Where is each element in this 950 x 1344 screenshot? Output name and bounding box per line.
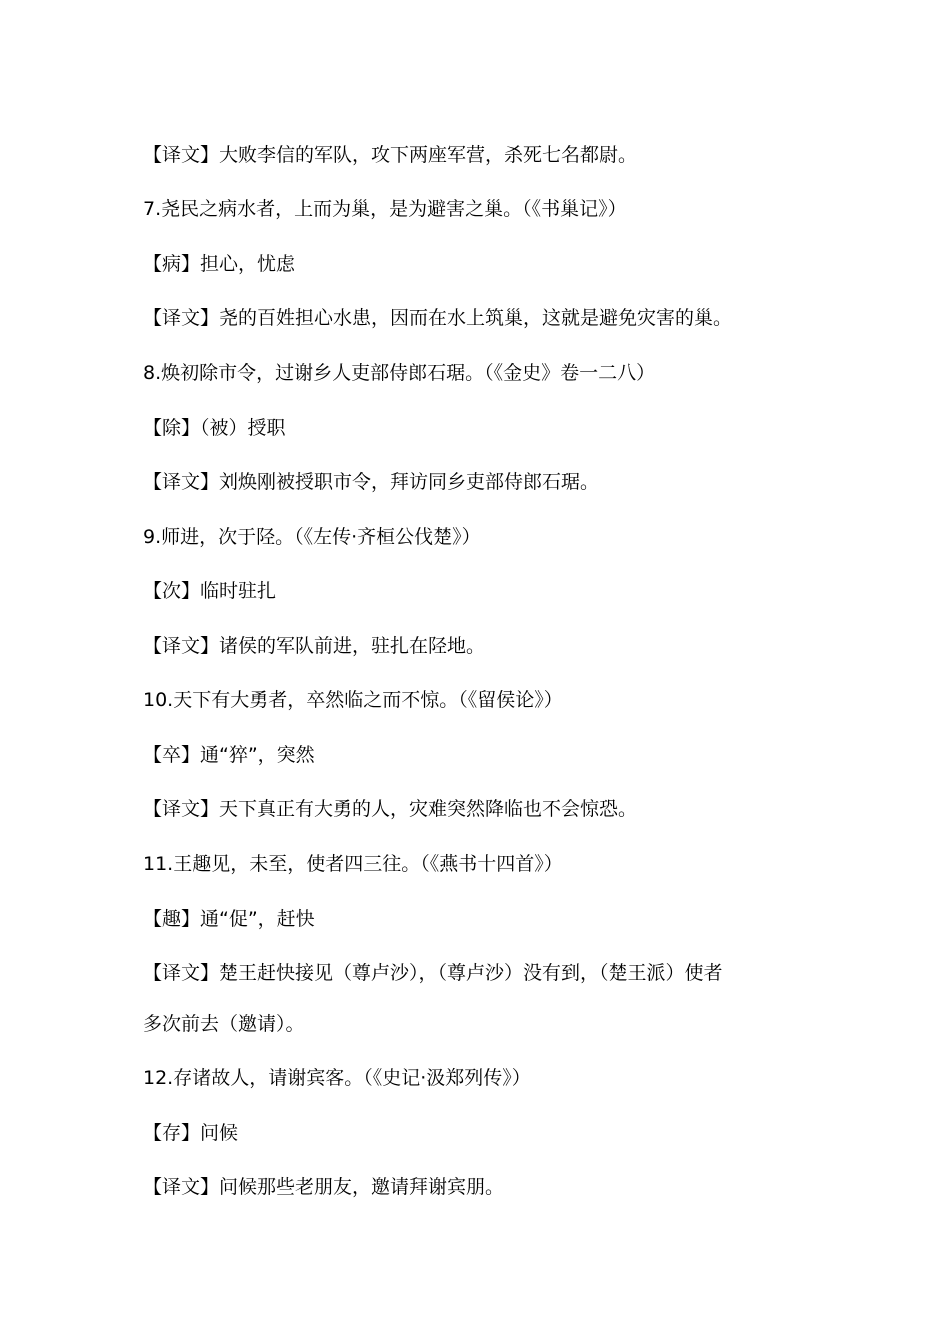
question-line: 7.尧民之病水者，上而为巢，是为避害之巢。（《书巢记》） bbox=[143, 198, 627, 220]
translation-line-continued: 多次前去（邀请）。 bbox=[143, 1013, 305, 1035]
translation-line: 【译文】问候那些老朋友，邀请拜谢宾朋。 bbox=[143, 1176, 505, 1198]
definition-line: 【卒】通“猝”，突然 bbox=[143, 744, 315, 766]
translation-line: 【译文】刘焕刚被授职市令，拜访同乡吏部侍郎石琚。 bbox=[143, 471, 600, 493]
translation-line: 【译文】尧的百姓担心水患，因而在水上筑巢，这就是避免灾害的巢。 bbox=[143, 307, 733, 329]
translation-line: 【译文】楚王赶快接见（尊卢沙），（尊卢沙）没有到，（楚王派）使者 bbox=[143, 962, 723, 984]
translation-line: 【译文】天下真正有大勇的人，灾难突然降临也不会惊恐。 bbox=[143, 798, 638, 820]
definition-line: 【存】问候 bbox=[143, 1122, 239, 1144]
question-line: 12.存诸故人，请谢宾客。（《史记·汲郑列传》） bbox=[143, 1067, 531, 1089]
definition-line: 【病】担心，忧虑 bbox=[143, 253, 296, 275]
definition-line: 【趣】通“促”，赶快 bbox=[143, 908, 315, 930]
definition-line: 【次】临时驻扎 bbox=[143, 580, 277, 602]
definition-line: 【除】（被）授职 bbox=[143, 417, 286, 439]
question-line: 8.焕初除市令，过谢乡人吏部侍郎石琚。（《金史》卷一二八） bbox=[143, 362, 656, 384]
question-line: 10.天下有大勇者，卒然临之而不惊。（《留侯论》） bbox=[143, 689, 563, 711]
question-line: 9.师进，次于陉。（《左传·齐桓公伐楚》） bbox=[143, 526, 481, 548]
translation-line: 【译文】诸侯的军队前进，驻扎在陉地。 bbox=[143, 635, 486, 657]
question-line: 11.王趣见，未至，使者四三往。（《燕书十四首》） bbox=[143, 853, 563, 875]
translation-line: 【译文】大败李信的军队，攻下两座军营，杀死七名都尉。 bbox=[143, 144, 638, 166]
